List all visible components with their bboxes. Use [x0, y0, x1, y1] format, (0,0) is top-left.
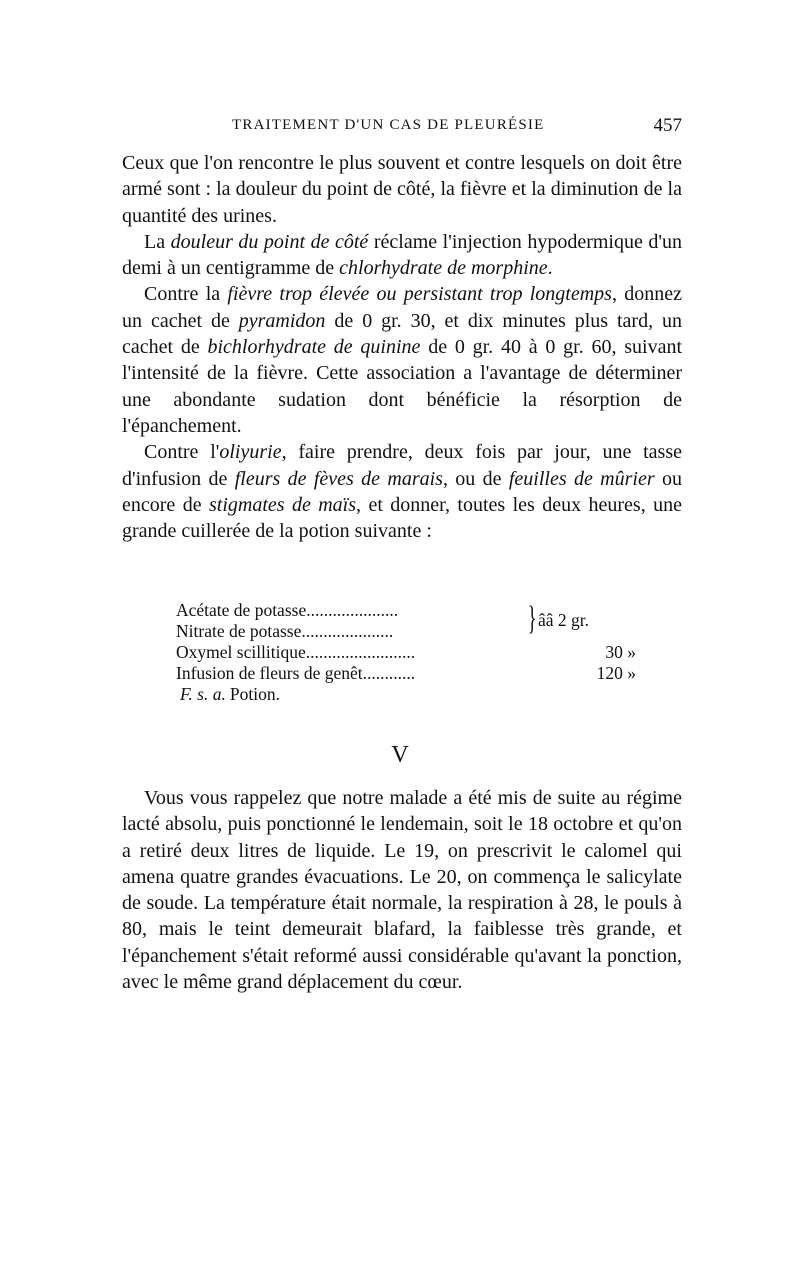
recipe-ingredient: Nitrate de potasse..................... [176, 621, 394, 641]
p4-text: , et donner, toutes les deux heures, une grande cuillerée de la potion suivante : [122, 493, 682, 543]
p3-text: de 0 gr. 40 à 0 gr. 60, suivant l'intensité de la fièvre. Cette association a l'avantage de déterminer une abondante sudation dont bénéficie la résorption de l'épanchement. [122, 336, 683, 437]
prescription-recipe [176, 600, 636, 705]
section-heading: V [391, 742, 409, 768]
p4-text: ou encore de [122, 467, 682, 516]
p4-emph: oliyurie [219, 441, 282, 464]
p4-text: Contre l' [144, 441, 220, 464]
p3-emph: fièvre trop élevée ou persistant trop longtemps [227, 283, 612, 306]
p2-text: réclame l'injection hypodermique d'un demi à un centigramme de [122, 230, 683, 280]
body-text-top [122, 150, 682, 544]
p3-text: Contre la [144, 283, 228, 306]
running-head-title: TRAITEMENT D'UN CAS DE PLEURÉSIE [232, 117, 545, 133]
recipe-pair-amount: ââ 2 gr. [538, 610, 590, 630]
p4-emph: feuilles de mûrier [508, 467, 655, 490]
p2-emph: chlorhydrate de morphine [339, 257, 548, 280]
p3-emph: pyramidon [238, 309, 326, 332]
recipe-amount: 30 » [605, 642, 636, 662]
recipe-brace: } [527, 600, 537, 637]
recipe-ingredient: Infusion de fleurs de genêt............ [176, 663, 416, 683]
p2-text: . [547, 257, 553, 280]
p2-text: La [144, 230, 171, 253]
fsa-abbreviation: F. s. a. [180, 684, 226, 704]
body-text-bottom [122, 785, 682, 995]
recipe-amount: 120 » [596, 663, 636, 683]
paragraph-3 [122, 281, 682, 439]
recipe-fsa-line [176, 684, 636, 705]
p4-emph: stigmates de maïs [208, 493, 357, 516]
p4-emph: fleurs de fèves de marais [234, 467, 443, 490]
paragraph-5: Vous vous rappelez que notre malade a été mis de suite au régime lacté absolu, puis ponctionné le lendemain, soit le 18 octobre et qu'on a retiré deux litres de liquide. Le 19, on prescrivit le calomel qui amena quatre grandes évacuations. Le 20, on commença le salicylate de soude. La température était normale, la respiration à 28, le pouls à 80, mais le teint demeurait blafard, la faiblesse très grande, et l'épanchement s'était reformé aussi considérable qu'avant la ponction, avec le même grand déplacement du cœur. [122, 787, 682, 994]
p2-emph: douleur du point de côté [170, 230, 369, 253]
page-number: 457 [653, 115, 682, 136]
paragraph-2 [122, 229, 682, 282]
p4-text: , ou de [442, 467, 509, 490]
p3-text: de 0 gr. 30, et dix minutes plus tard, un cachet de [122, 309, 682, 359]
recipe-line [176, 663, 636, 684]
paragraph-1: Ceux que l'on rencontre le plus souvent et contre lesquels on doit être armé sont : la douleur du point de côté, la fièvre et la diminution de la quantité des urines. [122, 152, 682, 227]
recipe-line [176, 642, 636, 663]
p3-text: , donnez un cachet de [122, 283, 682, 332]
p3-emph: bichlorhydrate de quinine [207, 336, 421, 359]
potion-label: Potion. [229, 684, 280, 704]
paragraph-4 [122, 439, 682, 544]
running-head [232, 117, 682, 139]
recipe-ingredient: Acétate de potasse..................... [176, 600, 399, 620]
p4-text: , faire prendre, deux fois par jour, une tasse d'infusion de [122, 441, 682, 490]
recipe-ingredient: Oxymel scillitique......................... [176, 642, 416, 662]
